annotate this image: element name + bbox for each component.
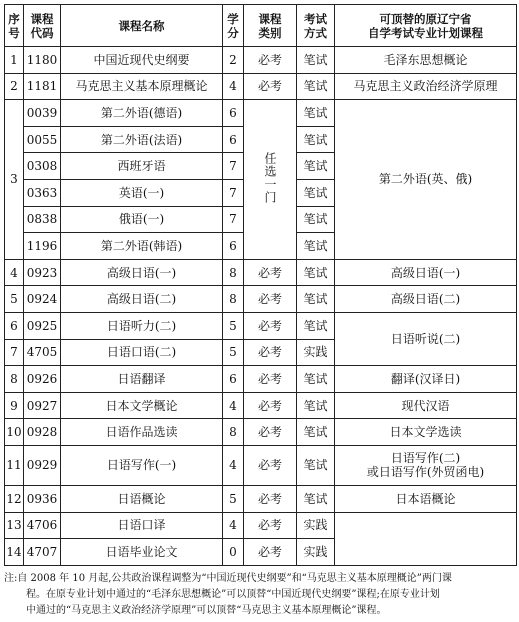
cell-seq: 9 xyxy=(5,392,24,419)
cell-code: 0039 xyxy=(24,100,61,127)
header-code: 课程 代码 xyxy=(24,5,61,47)
table-row xyxy=(5,73,517,100)
cell-exam: 笔试 xyxy=(297,126,335,153)
cell-exam: 笔试 xyxy=(297,47,335,74)
cell-seq: 6 xyxy=(5,312,24,339)
cell-name: 第二外语(德语) xyxy=(61,100,223,127)
cell-exam: 笔试 xyxy=(297,366,335,393)
cell-credit: 8 xyxy=(223,286,244,313)
cell-exam: 笔试 xyxy=(297,312,335,339)
table-row xyxy=(5,512,517,539)
cell-name: 高级日语(二) xyxy=(61,286,223,313)
cell-exam: 笔试 xyxy=(297,445,335,485)
cell-name: 西班牙语 xyxy=(61,153,223,180)
cell-category: 必考 xyxy=(244,419,297,446)
cell-category: 必考 xyxy=(244,445,297,485)
header-seq: 序 号 xyxy=(5,5,24,47)
cell-exam: 笔试 xyxy=(297,100,335,127)
cell-credit: 0 xyxy=(223,539,244,566)
cell-category: 必考 xyxy=(244,259,297,286)
table-row xyxy=(5,47,517,74)
cell-code: 0838 xyxy=(24,206,61,233)
cell-seq: 4 xyxy=(5,259,24,286)
cell-seq: 7 xyxy=(5,339,24,366)
table-row xyxy=(5,100,517,127)
cell-code: 1180 xyxy=(24,47,61,74)
cell-category: 必考 xyxy=(244,512,297,539)
cell-credit: 8 xyxy=(223,259,244,286)
cell-code: 4707 xyxy=(24,539,61,566)
cell-seq: 12 xyxy=(5,485,24,512)
table-header-row xyxy=(5,5,517,47)
cell-replace: 第二外语(英、俄) xyxy=(335,100,517,260)
cell-exam: 笔试 xyxy=(297,419,335,446)
cell-name: 第二外语(韩语) xyxy=(61,233,223,260)
cell-name: 高级日语(一) xyxy=(61,259,223,286)
cell-exam: 实践 xyxy=(297,512,335,539)
cell-exam: 笔试 xyxy=(297,73,335,100)
cell-replace: 日本语概论 xyxy=(335,485,517,512)
cell-name: 第二外语(法语) xyxy=(61,126,223,153)
cell-replace: 日本文学选读 xyxy=(335,419,517,446)
table-row xyxy=(5,286,517,313)
cell-category-elective xyxy=(244,100,297,260)
cell-seq: 10 xyxy=(5,419,24,446)
cell-credit: 6 xyxy=(223,233,244,260)
cell-name: 日语口语(二) xyxy=(61,339,223,366)
cell-credit: 4 xyxy=(223,73,244,100)
cell-exam: 笔试 xyxy=(297,153,335,180)
cell-exam: 笔试 xyxy=(297,485,335,512)
cell-credit: 5 xyxy=(223,312,244,339)
cell-replace: 日语写作(二) 或日语写作(外贸函电) xyxy=(335,445,517,485)
cell-seq: 5 xyxy=(5,286,24,313)
cell-name: 日语作品选读 xyxy=(61,419,223,446)
cell-code: 0055 xyxy=(24,126,61,153)
cell-category: 必考 xyxy=(244,339,297,366)
cell-name: 日语写作(一) xyxy=(61,445,223,485)
header-replace: 可顶替的原辽宁省 自学考试专业计划课程 xyxy=(335,5,517,47)
cell-replace: 毛泽东思想概论 xyxy=(335,47,517,74)
cell-name: 俄语(一) xyxy=(61,206,223,233)
cell-credit: 6 xyxy=(223,366,244,393)
cell-credit: 8 xyxy=(223,419,244,446)
cell-exam: 实践 xyxy=(297,539,335,566)
cell-category: 必考 xyxy=(244,485,297,512)
cell-code: 4705 xyxy=(24,339,61,366)
cell-replace: 马克思主义政治经济学原理 xyxy=(335,73,517,100)
footnote-line-1: 注:自 2008 年 10 月起,公共政治课程调整为“中国近现代史纲要”和“马克思主义基本原理概论”两门课 xyxy=(4,573,452,584)
cell-replace xyxy=(335,512,517,565)
cell-name: 日语口译 xyxy=(61,512,223,539)
cell-replace: 高级日语(二) xyxy=(335,286,517,313)
cell-seq: 14 xyxy=(5,539,24,566)
table-row xyxy=(5,419,517,446)
table-row xyxy=(5,392,517,419)
cell-exam: 笔试 xyxy=(297,233,335,260)
cell-replace: 高级日语(一) xyxy=(335,259,517,286)
cell-exam: 实践 xyxy=(297,339,335,366)
cell-seq: 11 xyxy=(5,445,24,485)
cell-name: 日语概论 xyxy=(61,485,223,512)
cell-replace: 翻译(汉译日) xyxy=(335,366,517,393)
cell-category: 必考 xyxy=(244,392,297,419)
footnote-line-2: 程。在原专业计划中通过的“毛泽东思想概论”可以顶替“中国近现代史纲要”课程;在原专业计划 xyxy=(26,589,440,600)
cell-exam: 笔试 xyxy=(297,392,335,419)
cell-code: 1196 xyxy=(24,233,61,260)
cell-credit: 4 xyxy=(223,445,244,485)
cell-code: 0928 xyxy=(24,419,61,446)
cell-exam: 笔试 xyxy=(297,206,335,233)
cell-category: 必考 xyxy=(244,312,297,339)
cell-code: 0929 xyxy=(24,445,61,485)
cell-category: 必考 xyxy=(244,47,297,74)
cell-credit: 6 xyxy=(223,100,244,127)
cell-credit: 7 xyxy=(223,179,244,206)
cell-name: 日语听力(二) xyxy=(61,312,223,339)
cell-seq: 1 xyxy=(5,47,24,74)
cell-category: 必考 xyxy=(244,286,297,313)
cell-name: 日语翻译 xyxy=(61,366,223,393)
cell-name: 英语(一) xyxy=(61,179,223,206)
cell-code: 0363 xyxy=(24,179,61,206)
cell-credit: 4 xyxy=(223,392,244,419)
cell-credit: 6 xyxy=(223,126,244,153)
footnote xyxy=(4,571,516,619)
cell-exam: 笔试 xyxy=(297,259,335,286)
cell-credit: 5 xyxy=(223,339,244,366)
cell-name: 马克思主义基本原理概论 xyxy=(61,73,223,100)
cell-credit: 5 xyxy=(223,485,244,512)
table-row xyxy=(5,445,517,485)
course-table xyxy=(4,4,517,566)
cell-credit: 7 xyxy=(223,206,244,233)
cell-category: 必考 xyxy=(244,73,297,100)
cell-credit: 4 xyxy=(223,512,244,539)
cell-category: 必考 xyxy=(244,539,297,566)
table-row xyxy=(5,366,517,393)
header-credit: 学 分 xyxy=(223,5,244,47)
cell-code: 0926 xyxy=(24,366,61,393)
header-name: 课程名称 xyxy=(61,5,223,47)
cell-code: 0923 xyxy=(24,259,61,286)
header-exam: 考试 方式 xyxy=(297,5,335,47)
cell-code: 0308 xyxy=(24,153,61,180)
cell-code: 0924 xyxy=(24,286,61,313)
cell-code: 0925 xyxy=(24,312,61,339)
cell-replace: 现代汉语 xyxy=(335,392,517,419)
table-row xyxy=(5,312,517,339)
cell-name: 日语毕业论文 xyxy=(61,539,223,566)
cell-seq: 8 xyxy=(5,366,24,393)
cell-code: 1181 xyxy=(24,73,61,100)
footnote-line-3: 中通过的“马克思主义政治经济学原理”可以顶替“马克思主义基本原理概论”课程。 xyxy=(26,605,387,616)
cell-seq: 3 xyxy=(5,100,24,260)
elective-label: 任选一门 xyxy=(263,151,277,204)
cell-code: 4706 xyxy=(24,512,61,539)
cell-credit: 2 xyxy=(223,47,244,74)
cell-code: 0927 xyxy=(24,392,61,419)
cell-exam: 笔试 xyxy=(297,179,335,206)
cell-name: 中国近现代史纲要 xyxy=(61,47,223,74)
header-category: 课程 类别 xyxy=(244,5,297,47)
cell-code: 0936 xyxy=(24,485,61,512)
cell-seq: 13 xyxy=(5,512,24,539)
table-row xyxy=(5,485,517,512)
cell-category: 必考 xyxy=(244,366,297,393)
cell-credit: 7 xyxy=(223,153,244,180)
table-row xyxy=(5,259,517,286)
cell-seq: 2 xyxy=(5,73,24,100)
cell-name: 日本文学概论 xyxy=(61,392,223,419)
course-table-wrapper xyxy=(4,4,516,566)
cell-replace: 日语听说(二) xyxy=(335,312,517,365)
cell-exam: 笔试 xyxy=(297,286,335,313)
